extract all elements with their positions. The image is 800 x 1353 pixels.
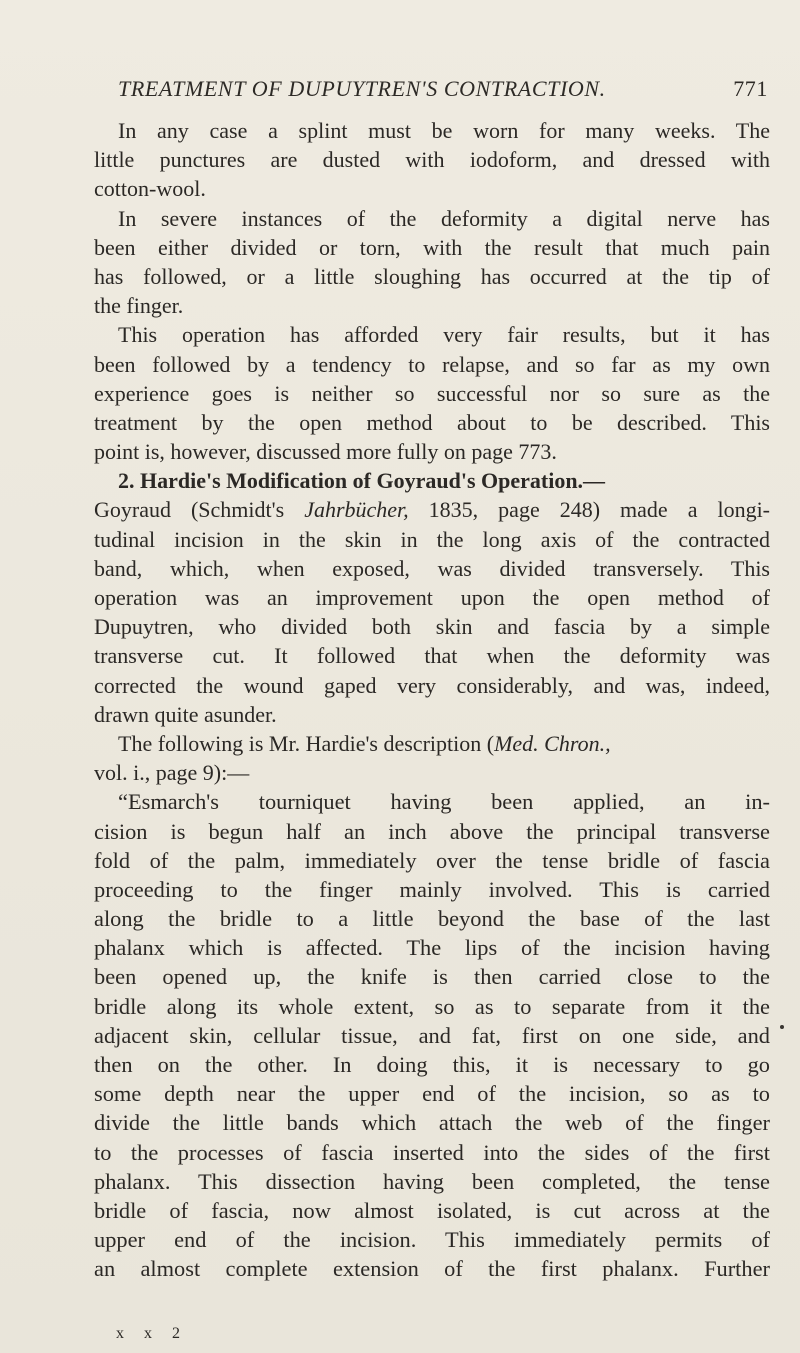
text-line: been either divided or torn, with the result that much pain <box>94 234 770 260</box>
section-heading: 2. Hardie's Modification of Goyraud's Operation.— <box>118 468 606 494</box>
quote-line: along the bridle to a little beyond the base of the last <box>94 906 770 932</box>
running-head <box>118 76 768 106</box>
text-line: treatment by the open method about to be described. This <box>94 409 770 435</box>
text-line <box>94 495 770 524</box>
quote-line: “Esmarch's tourniquet having been applied, an in- <box>118 789 770 815</box>
text-line: has followed, or a little sloughing has occurred at the tip of <box>94 263 770 289</box>
paragraph-results <box>94 320 770 466</box>
text-line <box>94 729 770 758</box>
quote-line: phalanx which is affected. The lips of the incision having <box>94 935 770 961</box>
text-line: cotton-wool. <box>94 176 206 202</box>
quote-line: upper end of the incision. This immediately permits of <box>94 1227 770 1253</box>
text-line: tudinal incision in the skin in the long axis of the contracted <box>94 526 770 552</box>
text-line: corrected the wound gaped very considerably, and was, indeed, <box>94 672 770 698</box>
quote-line: divide the little bands which attach the web of the finger <box>94 1110 770 1136</box>
text-line: little punctures are dusted with iodoform, and dressed with <box>94 147 770 173</box>
text-line: operation was an improvement upon the open method of <box>94 585 770 610</box>
quote-line: been opened up, the knife is then carried close to the <box>94 964 770 990</box>
text-line: In any case a splint must be worn for many weeks. The <box>118 118 770 143</box>
quote-line: proceeding to the finger mainly involved. This is carried <box>94 876 770 902</box>
signature-mark: x x 2 <box>116 1325 188 1342</box>
quote-line: phalanx. This dissection having been completed, the tense <box>94 1168 770 1194</box>
hardie-quotation <box>94 787 770 1283</box>
text-line: been followed by a tendency to relapse, and so far as my own <box>94 351 770 377</box>
text-line: experience goes is neither so successful nor so sure as the <box>94 380 770 406</box>
quote-line: bridle along its whole extent, so as to separate from it the <box>94 993 770 1019</box>
text-line: band, which, when exposed, was divided transversely. This <box>94 555 770 581</box>
page-body <box>94 116 770 1284</box>
paragraph-digital-nerve <box>94 204 770 321</box>
quote-line: adjacent skin, cellular tissue, and fat, first on one side, and <box>94 1022 770 1048</box>
text-run: The following is Mr. Hardie's description ( <box>118 730 495 756</box>
quote-line: to the processes of fascia inserted into the sides of the first <box>94 1139 770 1165</box>
text-run: Goyraud (Schmidt's <box>94 497 305 523</box>
text-line: Dupuytren, who divided both skin and fascia by a simple <box>94 614 770 640</box>
margin-mark <box>780 1025 784 1029</box>
quote-line: then on the other. In doing this, it is necessary to go <box>94 1052 770 1077</box>
quote-line: cision is begun half an inch above the principal transverse <box>94 818 770 844</box>
text-line: transverse cut. It followed that when the deformity was <box>94 643 770 669</box>
running-head-title: TREATMENT OF DUPUYTREN'S CONTRACTION. <box>118 76 606 101</box>
text-line: drawn quite asunder. <box>94 701 277 727</box>
paragraph-following <box>94 729 770 787</box>
quote-line: fold of the palm, immediately over the tense bridle of fascia <box>94 847 770 873</box>
paragraph-splint <box>94 116 770 204</box>
journal-title: Med. Chron., <box>494 730 611 756</box>
text-line: In severe instances of the deformity a digital nerve has <box>118 205 770 231</box>
quote-line: bridle of fascia, now almost isolated, is cut across at the <box>94 1197 770 1223</box>
text-line: This operation has afforded very fair results, but it has <box>118 322 770 348</box>
text-line: vol. i., page 9):— <box>94 760 250 786</box>
page-number: 771 <box>733 76 768 101</box>
text-run: 1835, page 248) made a longi- <box>408 497 771 523</box>
text-line: point is, however, discussed more fully on page 773. <box>94 439 557 465</box>
text-line: the finger. <box>94 293 184 319</box>
section-hardie-modification <box>94 466 770 729</box>
journal-title: Jahrbücher, <box>304 497 409 523</box>
quote-line: an almost complete extension of the first phalanx. Further <box>94 1256 770 1282</box>
quote-line: some depth near the upper end of the incision, so as to <box>94 1081 770 1107</box>
